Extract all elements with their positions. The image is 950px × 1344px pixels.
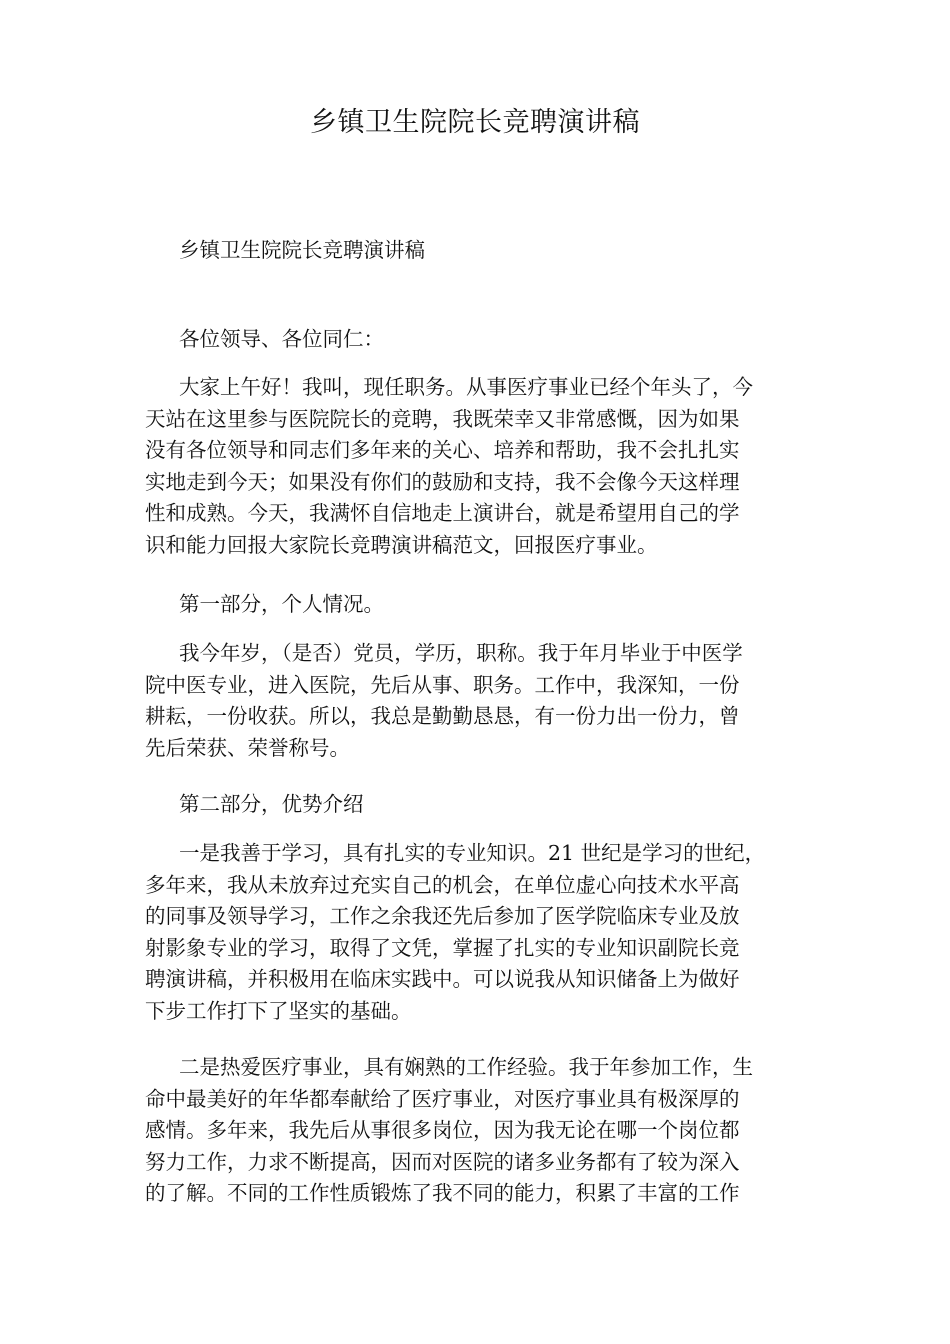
paragraph-line: 大家上午好！我叫，现任职务。从事医疗事业已经个年头了，今 (179, 375, 753, 399)
paragraph-line: 院中医专业，进入医院，先后从事、职务。工作中，我深知，一份 (145, 672, 740, 697)
paragraph-line: 我今年岁，（是否）党员，学历，职称。我于年月毕业于中医学 (179, 641, 743, 665)
paragraph-line: 下步工作打下了坚实的基础。 (145, 998, 412, 1023)
paragraph-opening (145, 372, 810, 561)
paragraph-personal-info (145, 638, 810, 764)
section-heading-line: 第一部分，个人情况。 (179, 592, 384, 616)
paragraph-line: 一是我善于学习，具有扎实的专业知识。21 世纪是学习的世纪， (179, 841, 766, 865)
paragraph-line: 实地走到今天；如果没有你们的鼓励和支持，我不会像今天这样理 (145, 469, 740, 494)
paragraph-strength-two (145, 1052, 810, 1210)
paragraph-line: 多年来，我从未放弃过充实自己的机会，在单位虚心向技术水平高 (145, 872, 740, 897)
paragraph-line: 没有各位领导和同志们多年来的关心、培养和帮助，我不会扎扎实 (145, 438, 740, 462)
paragraph-strength-one (145, 838, 810, 1027)
paragraph-line: 性和成熟。今天，我满怀自信地走上演讲台，就是希望用自己的学 (145, 501, 740, 525)
paragraph-line: 射影象专业的学习，取得了文凭，掌握了扎实的专业知识副院长竞 (145, 935, 740, 960)
section-heading-part-one (145, 589, 810, 621)
section-heading-line: 第二部分，优势介绍 (179, 792, 364, 816)
document-title: 乡镇卫生院院长竞聘演讲稿 (310, 107, 640, 138)
paragraph-line: 感情。多年来，我先后从事很多岗位，因为我无论在哪一个岗位都 (145, 1118, 740, 1142)
paragraph-line: 识和能力回报大家院长竞聘演讲稿范文，回报医疗事业。 (145, 532, 658, 557)
paragraph-line: 天站在这里参与医院院长的竞聘，我既荣幸又非常感慨，因为如果 (145, 406, 740, 431)
paragraph-line: 耕耘，一份收获。所以，我总是勤勤恳恳，有一份力出一份力，曾 (145, 704, 740, 728)
paragraph-line: 的了解。不同的工作性质锻炼了我不同的能力，积累了丰富的工作 (145, 1181, 740, 1205)
salutation (145, 324, 810, 356)
section-heading-part-two (145, 789, 810, 821)
paragraph-line: 命中最美好的年华都奉献给了医疗事业，对医疗事业具有极深厚的 (145, 1086, 740, 1111)
subtitle-line: 乡镇卫生院院长竞聘演讲稿 (179, 238, 425, 262)
paragraph-line: 的同事及领导学习，工作之余我还先后参加了医学院临床专业及放 (145, 904, 740, 928)
paragraph-line: 二是热爱医疗事业，具有娴熟的工作经验。我于年参加工作，生 (179, 1055, 753, 1079)
paragraph-line: 努力工作，力求不断提高，因而对医院的诸多业务都有了较为深入 (145, 1149, 740, 1174)
salutation-line: 各位领导、各位同仁： (179, 327, 384, 351)
paragraph-line: 聘演讲稿，并积极用在临床实践中。可以说我从知识储备上为做好 (145, 967, 740, 991)
document-subtitle (145, 235, 810, 267)
paragraph-line: 先后荣获、荣誉称号。 (145, 735, 350, 760)
